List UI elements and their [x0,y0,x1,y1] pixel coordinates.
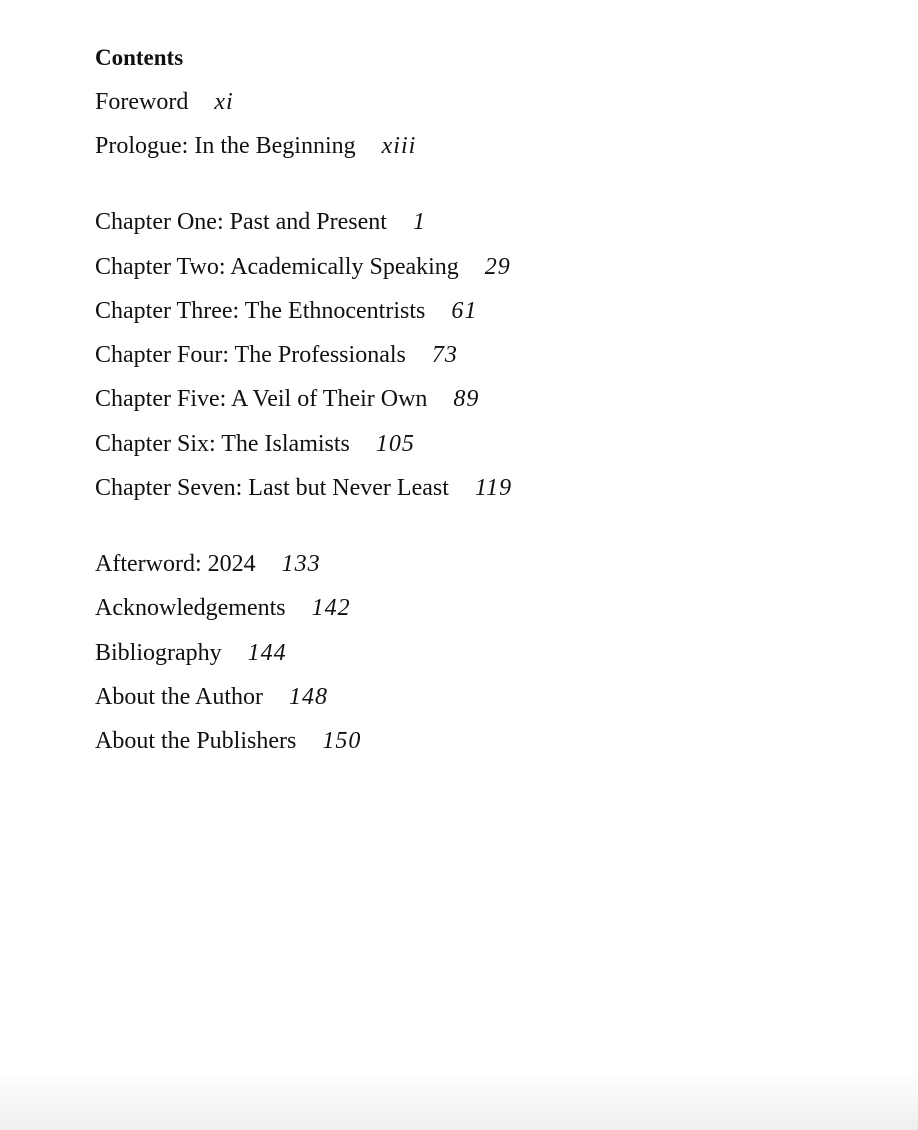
entry-title: Chapter Five: A Veil of Their Own [95,386,428,413]
front-matter-section [95,86,855,162]
entry-page-number: 119 [474,475,513,502]
entry-title: Acknowledgements [95,595,286,622]
toc-entry-chapter-five[interactable] [95,383,855,415]
entry-page-number: 73 [431,342,458,369]
toc-entry-about-the-publishers[interactable] [95,725,855,757]
entry-page-number: 133 [281,551,321,578]
entry-page-number: 61 [451,297,478,324]
entry-title: Afterword: 2024 [95,551,256,578]
toc-entry-prologue[interactable] [95,130,855,162]
toc-entry-chapter-six[interactable] [95,428,855,460]
toc-entry-bibliography[interactable] [95,637,855,669]
toc-entry-chapter-four[interactable] [95,339,855,371]
entry-title: Chapter Seven: Last but Never Least [95,475,449,502]
entry-title: About the Author [95,683,263,710]
toc-entry-acknowledgements[interactable] [95,592,855,624]
entry-title: Chapter Four: The Professionals [95,342,406,369]
entry-page-number: 142 [311,595,351,622]
entry-page-number: 144 [247,639,287,666]
entry-page-number: 1 [412,209,426,236]
toc-entry-about-the-author[interactable] [95,681,855,713]
entry-page-number: 89 [453,386,480,413]
entry-title: Chapter Six: The Islamists [95,430,350,457]
toc-entry-chapter-three[interactable] [95,295,855,327]
entry-title: Bibliography [95,639,222,666]
entry-title: Prologue: In the Beginning [95,133,356,160]
toc-entry-afterword[interactable] [95,548,855,580]
entry-page-number: 148 [289,683,328,710]
entry-title: Chapter One: Past and Present [95,209,387,236]
entry-title: Foreword [95,89,189,115]
toc-entry-chapter-seven[interactable] [95,472,855,504]
back-matter-section [95,548,855,757]
toc-entry-chapter-two[interactable] [95,251,855,283]
toc-entry-foreword[interactable] [95,86,855,118]
contents-heading: Contents [95,45,184,70]
entry-page-number: 29 [484,253,511,280]
entry-page-number: 105 [375,430,415,457]
bottom-shadow [0,1070,918,1130]
entry-title: Chapter Two: Academically Speaking [95,253,459,280]
entry-title: Chapter Three: The Ethnocentrists [95,297,426,324]
chapters-section [95,206,855,504]
entry-page-number: xi [214,89,234,115]
entry-page-number: xiii [381,133,417,160]
entry-page-number: 150 [322,728,362,755]
table-of-contents [95,42,855,757]
toc-entry-chapter-one[interactable] [95,206,855,238]
entry-title: About the Publishers [95,728,297,755]
